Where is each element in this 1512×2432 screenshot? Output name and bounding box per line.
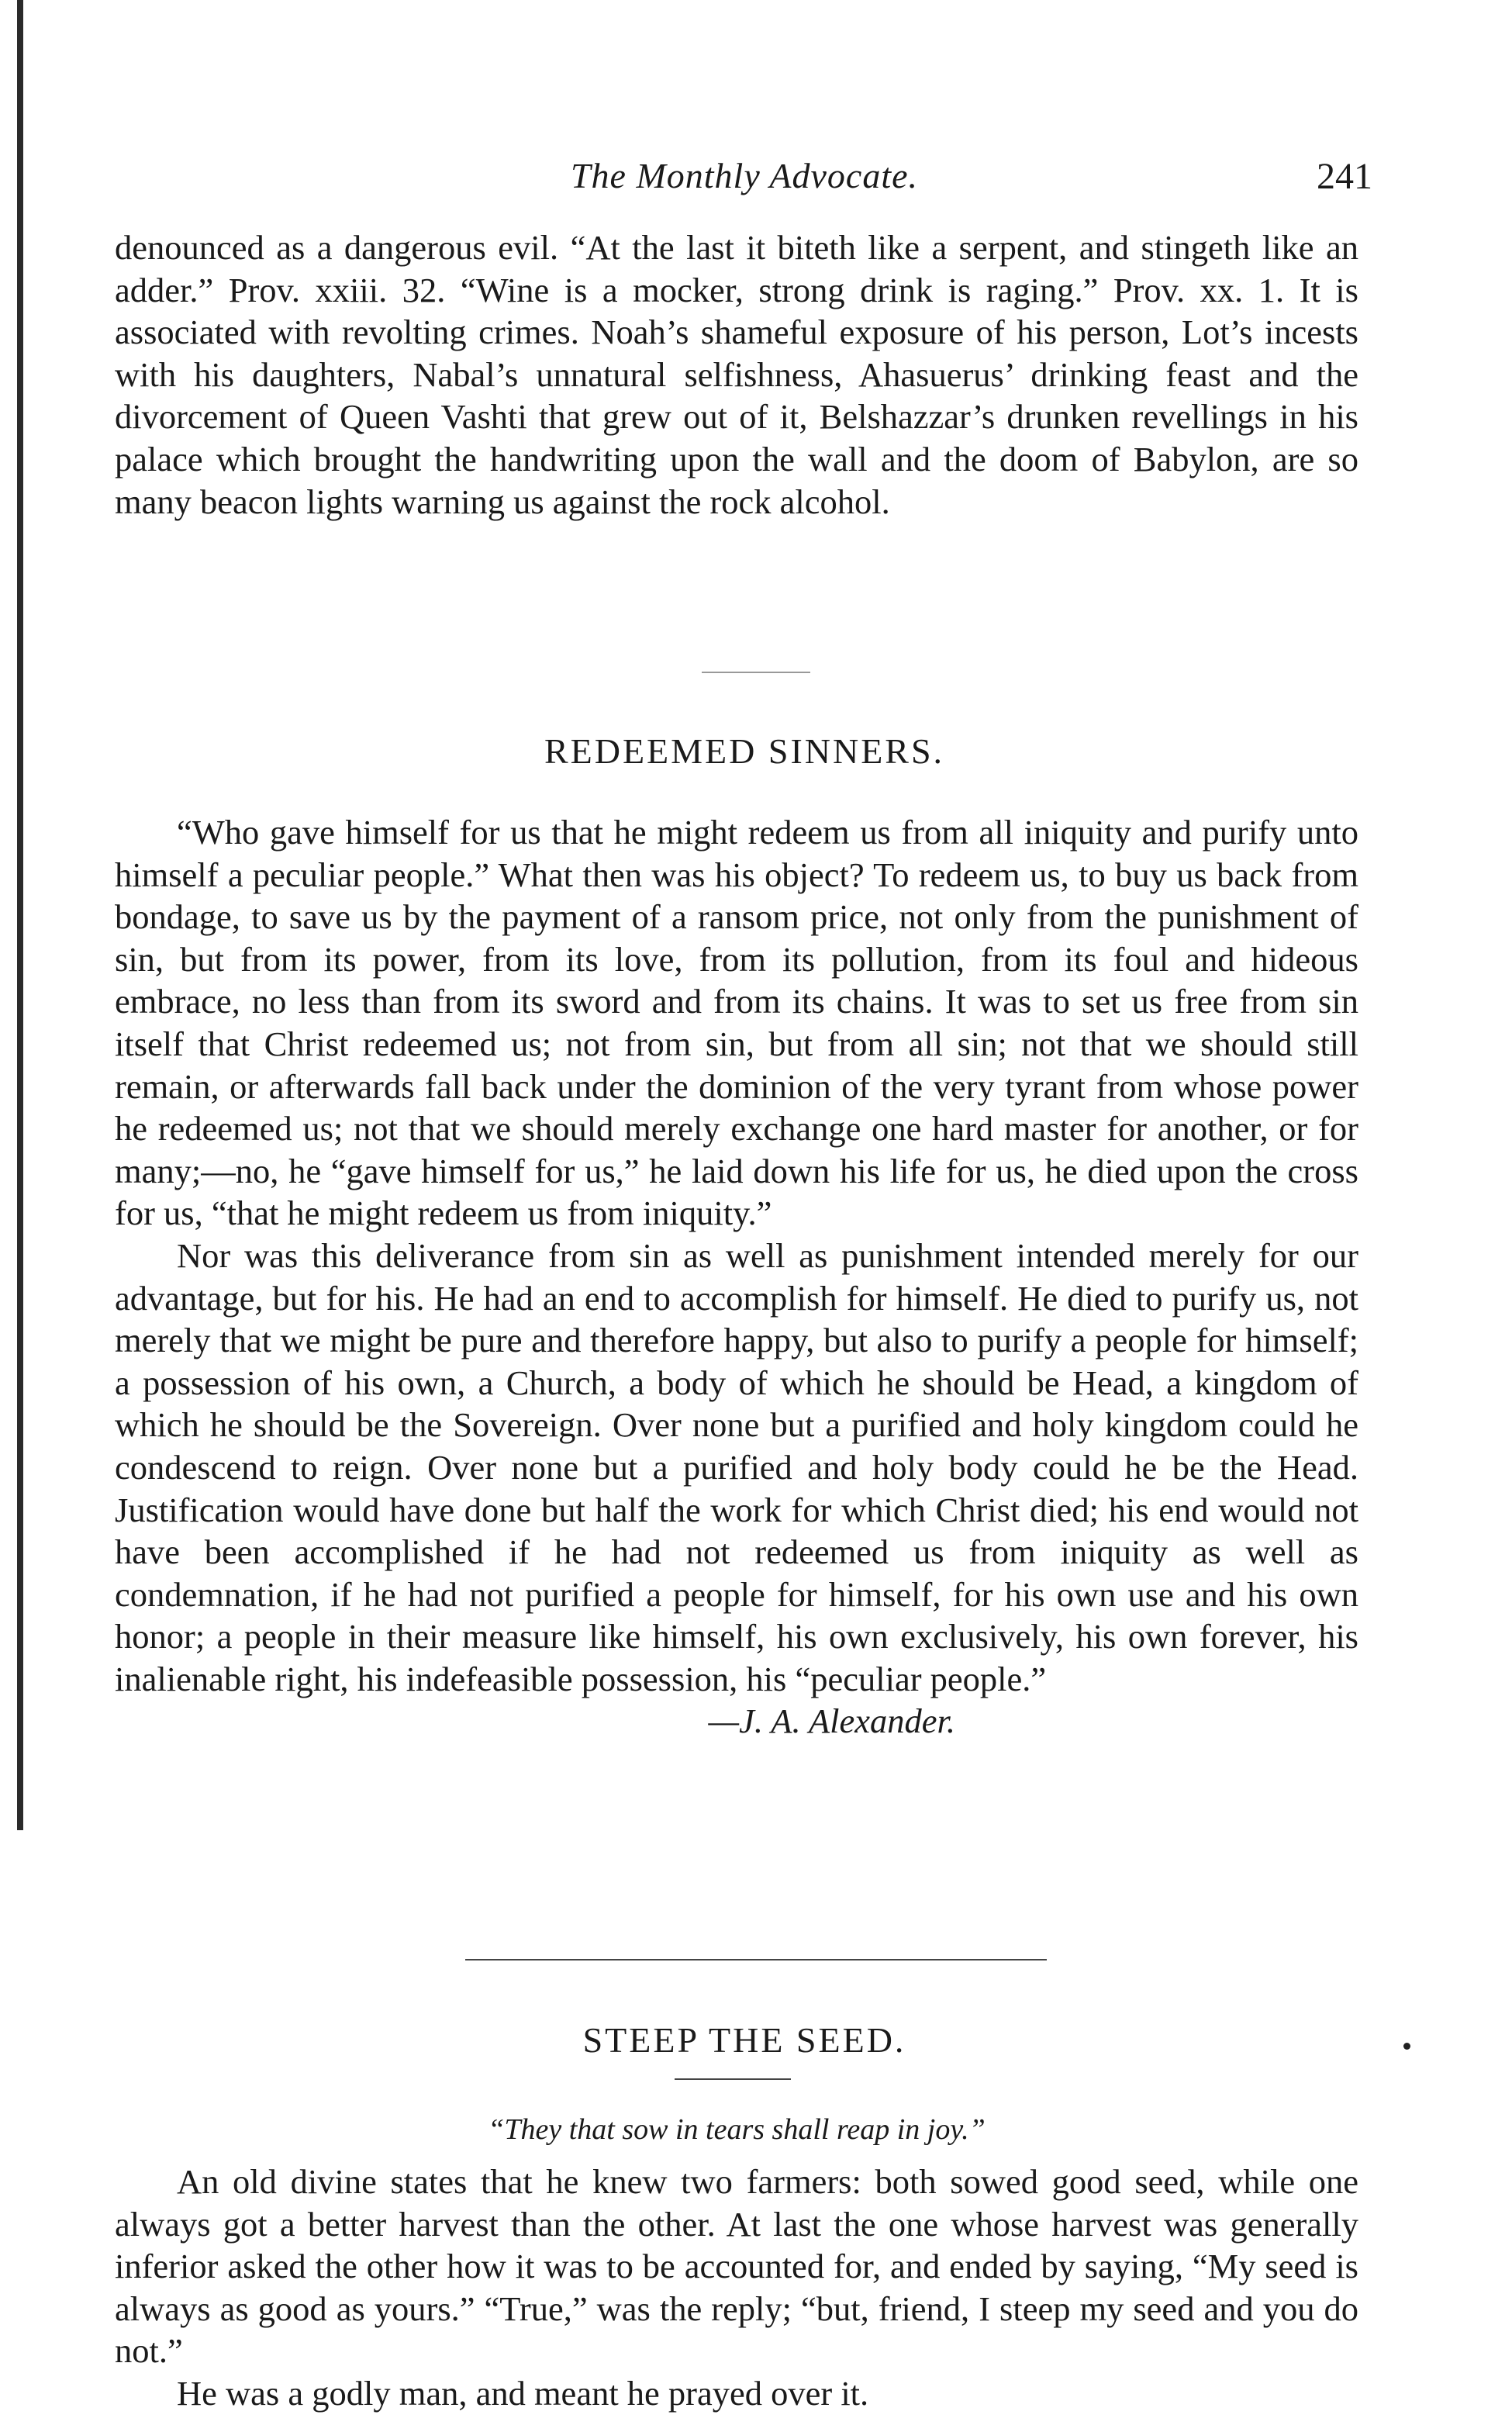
article2-paragraph-2: He was a godly man, and meant he prayed over it.: [177, 2373, 869, 2413]
title-underline: [675, 2078, 791, 2080]
article1-attribution-line: [115, 1700, 1358, 1743]
article-title-redeemed-sinners: REDEEMED SINNERS.: [544, 731, 945, 771]
page-edge-shadow: [17, 0, 23, 1830]
section-divider-2: [465, 1959, 1047, 1960]
article1-paragraph-2: Nor was this deliverance from sin as well as punishment intended merely for our advantage, but for his. He had an end to accomplish for himself. He died to purify us, not merely that we might be pure and therefore happy, but also to purify a people for himself; a possession of his own, a Church, a body of which he should be Head, a kingdom of which he should be the Sovereign. Over none but a purified and holy kingdom could he condescend to reign. Over none but a purified and holy body could he be the Head. Justification would have done but half the work for which Christ died; his end would not have been accomplished if he had not redeemed us from iniquity as well as condemnation, if he had not purified a people for himself, for his own use and his own honor; a people in their measure like himself, his own exclusively, his own forever, his inalienable right, his indefeasible possession, his “peculiar people.”: [115, 1235, 1358, 1698]
page-header: [116, 155, 1372, 209]
running-title: The Monthly Advocate.: [570, 156, 919, 195]
article-steep-the-seed: [115, 2161, 1358, 2415]
ink-dot: [1403, 2043, 1410, 2050]
article1-paragraph-1: “Who gave himself for us that he might redeem us from all iniquity and purify unto himself a peculiar people.” What then was his object? To redeem us, to buy us back from bondage, to save us by the payment of a ransom price, not only from the punishment of sin, but from its power, from its love, from its pollution, from its foul and hideous embrace, no less than from its sword and from its chains. It was to set us free from sin itself that Christ redeemed us; not from sin, but from all sin; not that we should still remain, or afterwards fall back under the dominion of the very tyrant from whose power he redeemed us; not that we should merely exchange one hard master for another, or for many;—no, he “gave himself for us,” he laid down his life for us, he died upon the cross for us, “that he might redeem us from iniquity.”: [115, 813, 1358, 1233]
page-number: 241: [1317, 156, 1372, 197]
intro-continuation: [115, 226, 1358, 523]
article2-epigraph: “They that sow in tears shall reap in joy.”: [488, 2113, 986, 2146]
section-divider-1: [702, 672, 810, 673]
article-title-steep-the-seed: STEEP THE SEED.: [582, 2020, 906, 2060]
intro-paragraph: denounced as a dangerous evil. “At the last it biteth like a serpent, and stingeth like an adder.” Prov. xxiii. 32. “Wine is a mocker, strong drink is raging.” Prov. xx. 1. It is associated with revolting crimes. Noah’s shameful exposure of his person, Lot’s incests with his daughters, Nabal’s unnatural selfishness, Ahasuerus’ drinking feast and the divorcement of Queen Vashti that grew out of it, Belshazzar’s drunken revellings in his palace which brought the handwriting upon the wall and the doom of Babylon, are so many beacon lights warning us against the rock alcohol.: [115, 228, 1358, 521]
article1-attribution: —J. A. Alexander.: [708, 1701, 955, 1741]
article-redeemed-sinners: [115, 811, 1358, 1743]
article2-paragraph-1: An old divine states that he knew two farmers: both sowed good seed, while one always got a better harvest than the other. At last the one whose harvest was generally inferior asked the other how it was to be accounted for, and ended by saying, “My seed is always as good as yours.” “True,” was the reply; “but, friend, I steep my seed and you do not.”: [115, 2162, 1358, 2371]
